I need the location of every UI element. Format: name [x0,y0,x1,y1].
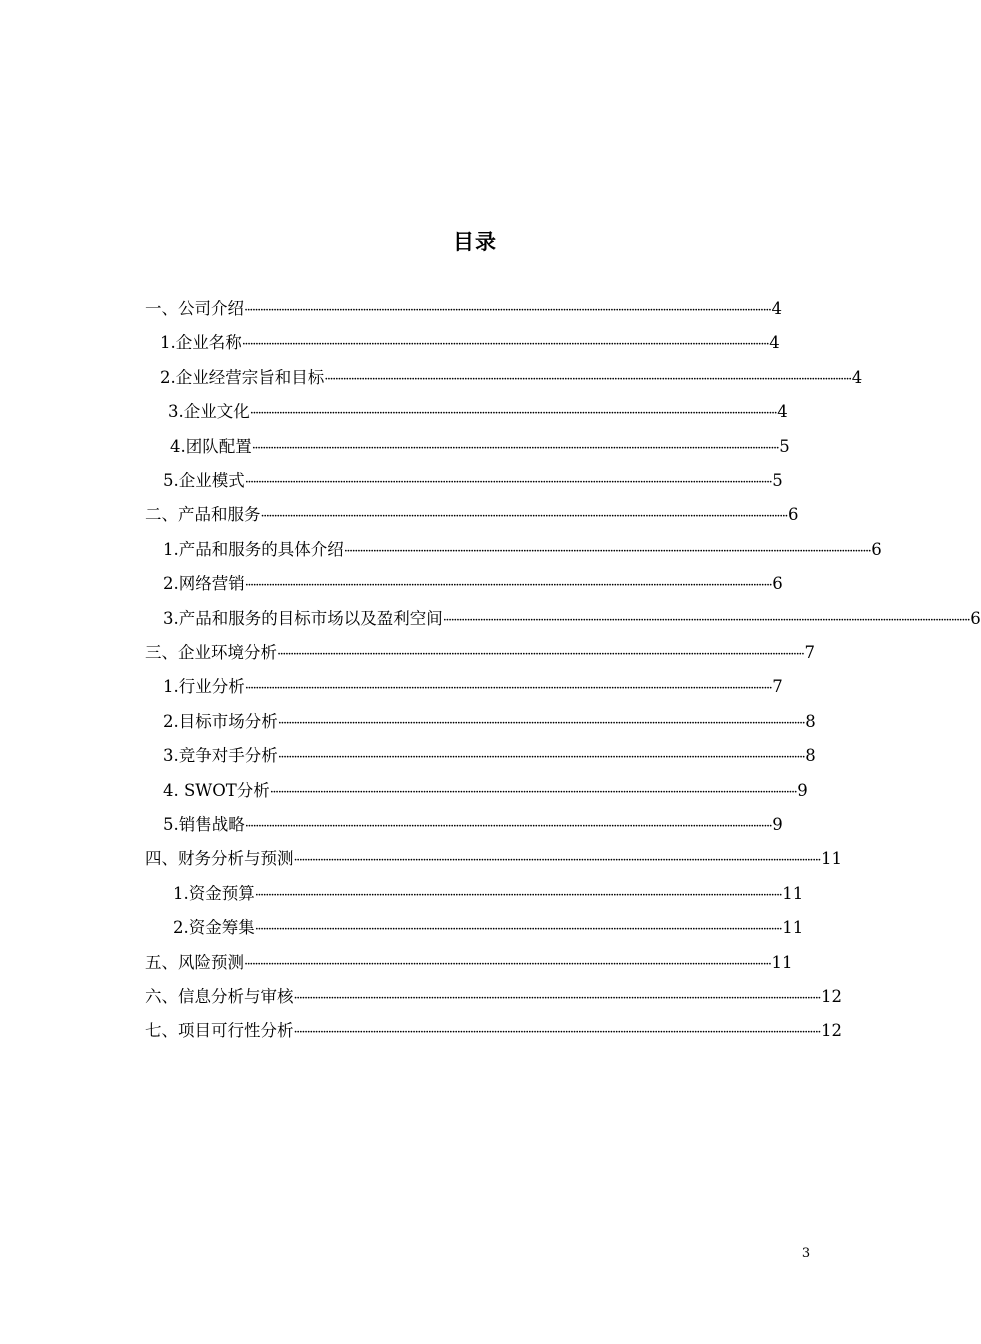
toc-entry-page: 4 [769,333,780,352]
toc-entry-page: 8 [805,746,816,765]
toc-entry-page: 6 [871,540,882,559]
toc-entry-label: 二、产品和服务 [145,505,261,524]
toc-entry-label: 2.企业经营宗旨和目标 [160,368,325,387]
toc-entry[interactable] [163,710,816,734]
toc-entry-label: 1.企业名称 [160,333,242,352]
toc-entry-page: 5 [772,471,783,490]
toc-leader-dots: ········································································································································································································ [293,991,820,1006]
toc-entry[interactable] [163,572,783,596]
toc-entry[interactable] [145,951,793,975]
toc-entry[interactable] [145,641,815,665]
toc-entry[interactable] [145,847,842,871]
toc-leader-dots: ········································································································································································································ [293,853,820,868]
toc-leader-dots: ········································································································································································································ [277,647,804,662]
toc-entry-page: 11 [771,953,793,972]
toc-entry[interactable] [160,366,863,390]
toc-entry-label: 4. SWOT分析 [163,781,270,800]
toc-entry-page: 4 [851,368,863,387]
toc-entry-label: 3.竞争对手分析 [163,746,278,765]
toc-entry[interactable] [173,882,804,906]
toc-leader-dots: ········································································································································································································ [244,681,772,696]
toc-leader-dots: ········································································································································································································ [260,509,787,524]
toc-leader-dots: ········································································································································································································ [277,716,805,731]
page-number: 3 [801,1246,811,1261]
toc-entry-page: 12 [820,1021,842,1040]
toc-entry-page: 4 [777,402,788,421]
toc-leader-dots: ········································································································································································································ [244,303,771,318]
toc-entry-label: 3.企业文化 [168,402,250,421]
toc-leader-dots: ········································································································································································································ [293,1025,820,1040]
toc-entry-label: 4.团队配置 [170,437,252,456]
toc-entry-page: 6 [772,574,783,593]
toc-entry[interactable] [145,297,782,321]
toc-entry[interactable] [170,435,790,459]
toc-entry-label: 2.资金筹集 [173,918,255,937]
toc-leader-dots: ········································································································································································································ [241,337,769,352]
toc-entry[interactable] [173,916,804,940]
toc-entry-label: 5.企业模式 [163,471,245,490]
toc-entry-label: 三、企业环境分析 [145,643,277,662]
toc-entry[interactable] [168,400,788,424]
toc-entry-page: 12 [820,987,842,1006]
toc-entry-page: 9 [797,781,808,800]
toc-entry[interactable] [163,607,981,631]
toc-entry-label: 一、公司介绍 [145,299,244,318]
toc-entry-label: 2.网络营销 [163,574,245,593]
toc-entry-label: 1.行业分析 [163,677,245,696]
toc-entry-label: 3.产品和服务的目标市场以及盈利空间 [163,609,443,628]
toc-leader-dots: ········································································································································································································ [244,819,772,834]
toc-leader-dots: ········································································································································································································ [254,922,782,937]
toc-entry[interactable] [145,985,842,1009]
toc-entry[interactable] [145,503,799,527]
toc-entry[interactable] [163,813,783,837]
toc-leader-dots: ········································································································································································································ [249,406,777,421]
toc-entry[interactable] [163,538,882,562]
toc-entry-label: 五、风险预测 [145,953,244,972]
toc-entry-page: 11 [782,918,804,937]
toc-leader-dots: ········································································································································································································ [244,957,771,972]
toc-entry-label: 六、信息分析与审核 [145,987,294,1006]
toc-entry-page: 5 [779,437,790,456]
toc-entry-page: 8 [805,712,816,731]
toc-entry-label: 1.资金预算 [173,884,255,903]
toc-entry-label: 1.产品和服务的具体介绍 [163,540,344,559]
toc-entry[interactable] [163,779,808,803]
toc-entry[interactable] [163,744,816,768]
toc-entry-page: 4 [771,299,782,318]
toc-entry[interactable] [145,1019,842,1043]
toc-leader-dots: ········································································································································································································ [244,475,772,490]
toc-entry-page: 7 [804,643,815,662]
toc-entry-page: 7 [772,677,783,696]
toc-leader-dots: ········································································································································································································ [442,613,970,628]
toc-entry-page: 11 [782,884,804,903]
toc-entry-label: 5.销售战略 [163,815,245,834]
toc-leader-dots: ········································································································································································································ [277,750,805,765]
toc-leader-dots: ········································································································································································································ [244,578,772,593]
toc-entry-page: 6 [787,505,799,524]
toc-entry-label: 七、项目可行性分析 [145,1021,294,1040]
toc-leader-dots: ········································································································································································································ [254,888,782,903]
toc-entry[interactable] [163,469,783,493]
toc-entry-page: 6 [970,609,981,628]
toc-leader-dots: ········································································································································································································ [251,441,779,456]
toc-leader-dots: ········································································································································································································ [324,372,851,387]
toc-entry[interactable] [160,331,780,355]
toc-entry[interactable] [163,675,783,699]
toc-leader-dots: ········································································································································································································ [343,544,871,559]
page-title: 目录 [453,230,497,254]
toc-entry-page: 9 [772,815,783,834]
toc-leader-dots: ········································································································································································································ [269,785,797,800]
toc-entry-label: 2.目标市场分析 [163,712,278,731]
toc-entry-page: 11 [820,849,842,868]
toc-entry-label: 四、财务分析与预测 [145,849,294,868]
